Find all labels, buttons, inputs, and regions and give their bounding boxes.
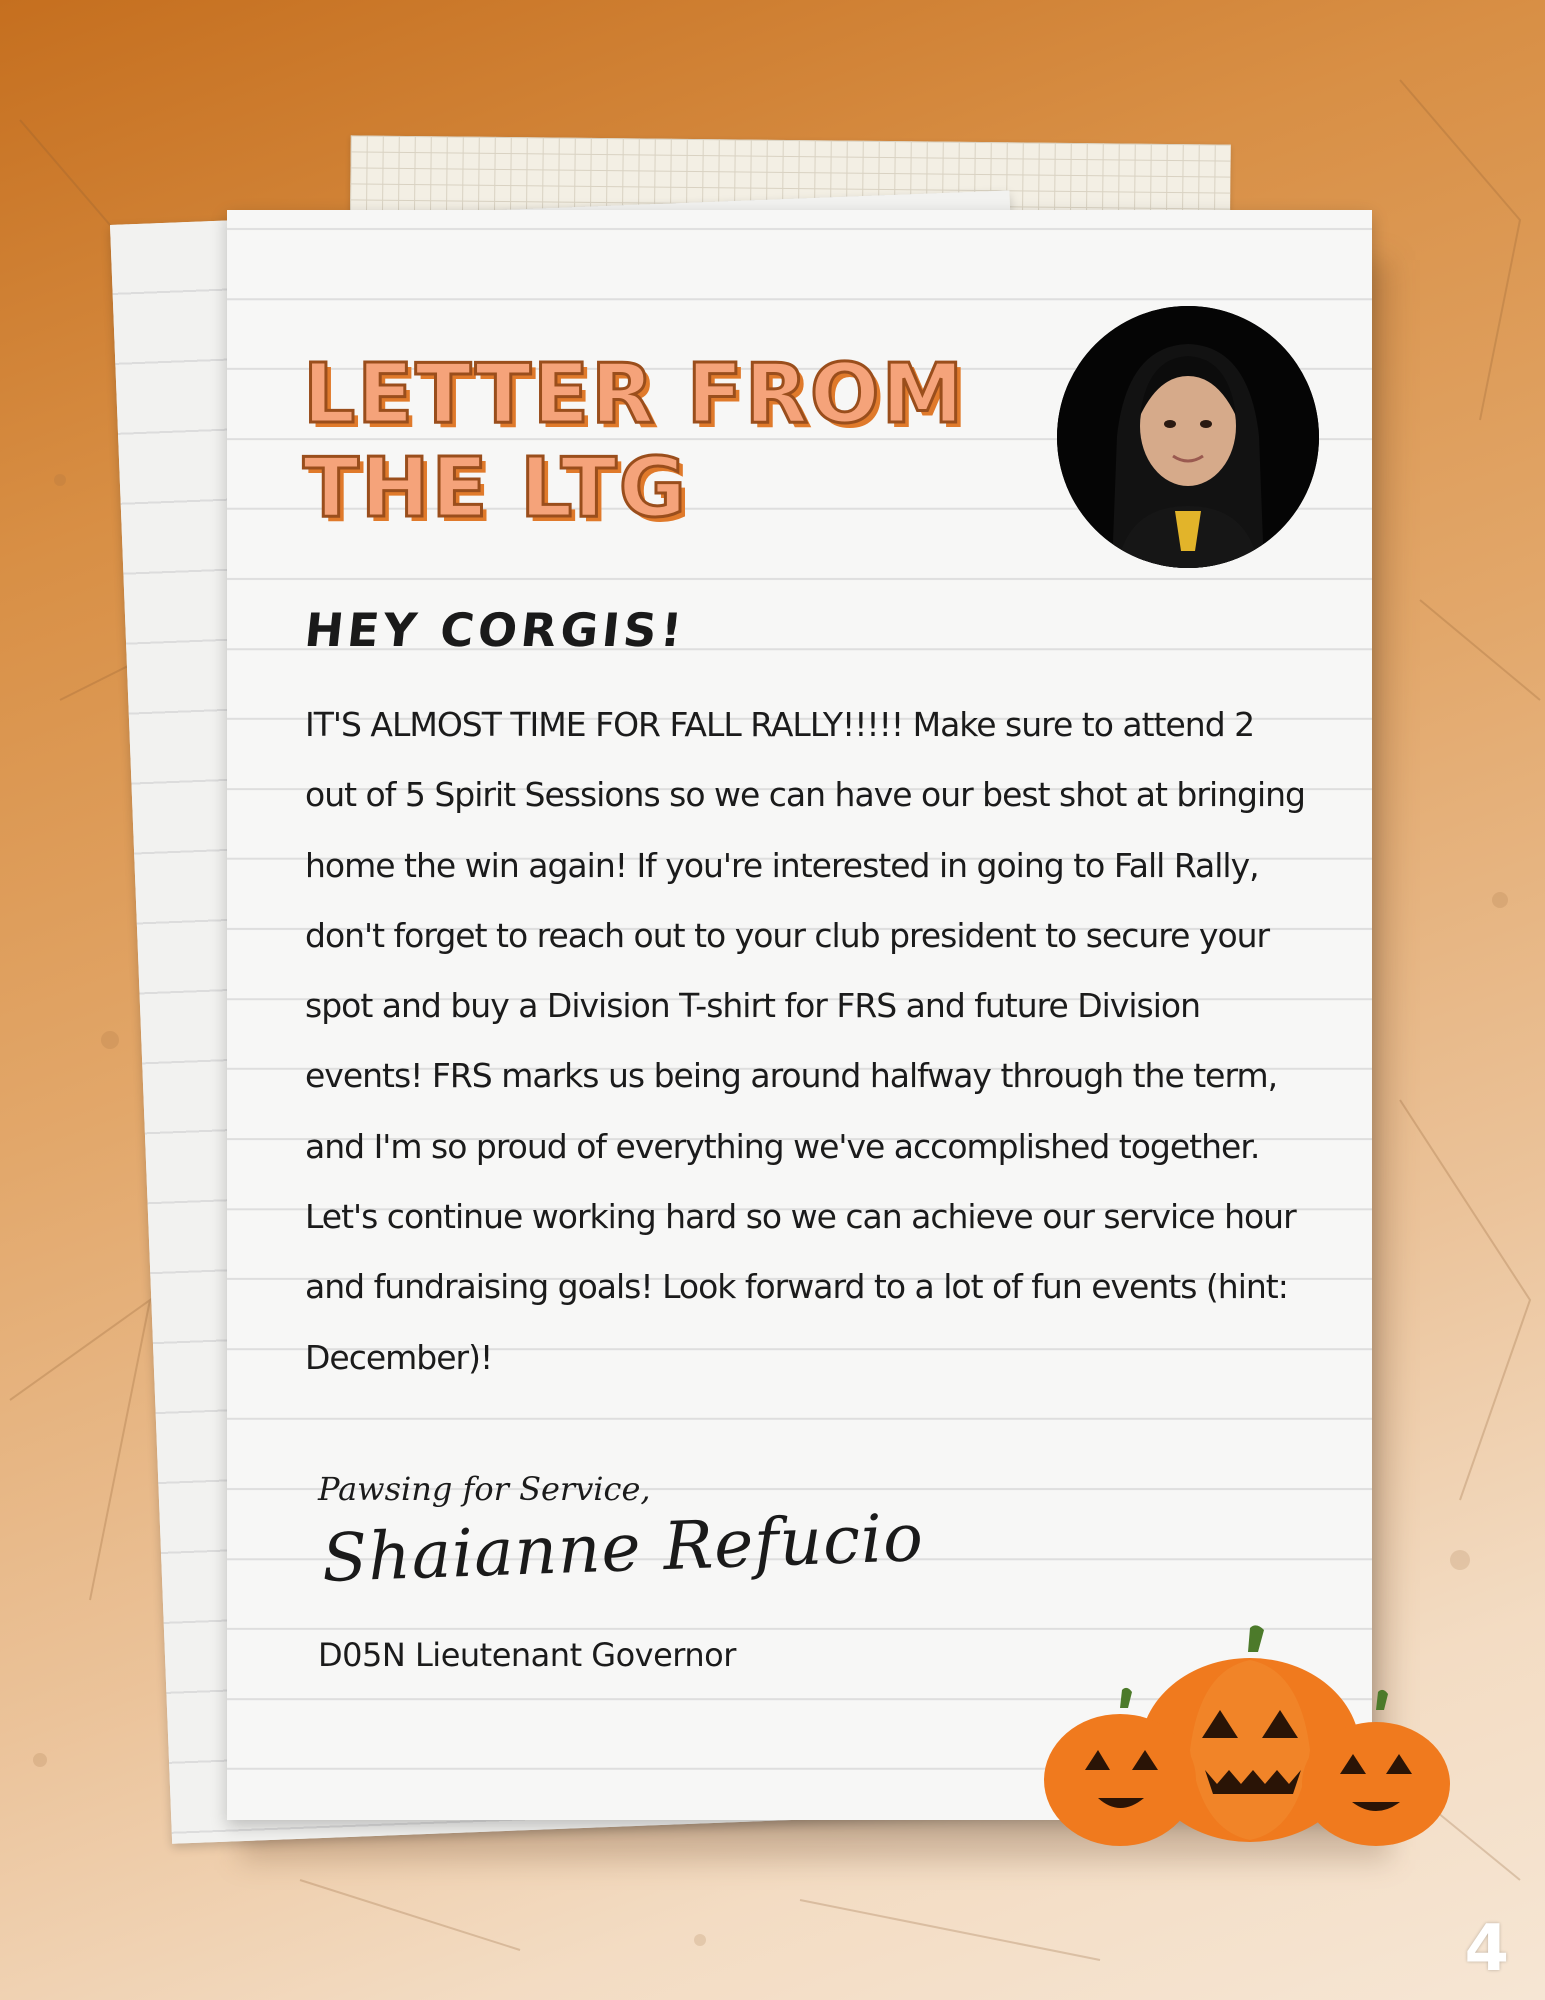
letter-body: IT'S ALMOST TIME FOR FALL RALLY!!!!! Make sure to attend 2 out of 5 Spirit Sessions so we can have our best shot at bringing home the win again! If you're interested in going to Fall Rally, don't forget to reach out to your club president to secure your spot and buy a Division T-shirt for FRS and future Division events! FRS marks us being around halfway through the term, and I'm so proud of everything we've accomplished together. Let's continue working hard so we can achieve our service hour and fundraising goals! Look forward to a lot of fun events (hint: December)! xyxy=(305,705,1306,1377)
jack-o-lantern-icon xyxy=(1040,1620,1460,1850)
page-title: LETTER FROM THE LTG xyxy=(303,347,966,536)
avatar xyxy=(1057,306,1319,568)
signature: Shaianne Refucio xyxy=(320,1499,926,1597)
greeting: HEY CORGIS! xyxy=(302,603,689,657)
page-number: 4 xyxy=(1464,1912,1509,1986)
closing-line: Pawsing for Service, xyxy=(318,1470,651,1508)
signer-role: D05N Lieutenant Governor xyxy=(318,1636,736,1674)
portrait-photo xyxy=(1057,306,1319,568)
